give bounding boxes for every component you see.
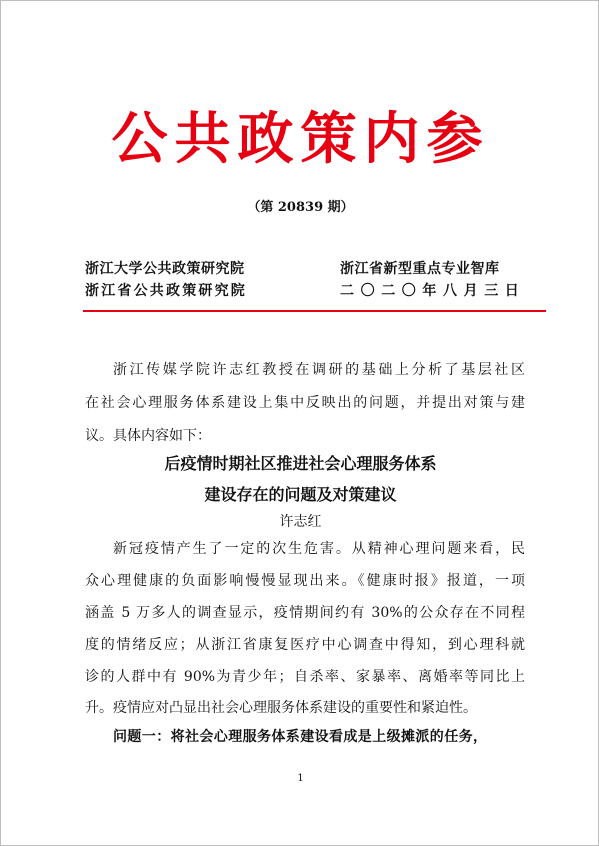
intro-line-2: 在社会心理服务体系建设上集中反映出的问题，并提出对策与建 <box>85 395 525 411</box>
body-line-2: 众心理健康的负面影响慢慢显现出来。《健康时报》报道，一项 <box>85 573 525 589</box>
body-line-1: 新冠疫情产生了一定的次生危害。从精神心理问题来看，民 <box>113 541 525 557</box>
issue-number: （第 20839 期） <box>247 200 354 215</box>
body-line-4: 度的情绪反应；从浙江省康复医疗中心调查中得知，到心理科就 <box>85 637 525 653</box>
body-line-6: 升。疫情应对凸显出社会心理服务体系建设的重要性和紧迫性。 <box>85 700 477 716</box>
intro-line-3: 议。具体内容如下： <box>85 428 211 444</box>
org-right-1: 浙江省新型重点专业智库 <box>340 261 500 277</box>
red-divider <box>83 310 546 312</box>
article-title-line-2: 建设存在的问题及对策建议 <box>204 485 397 504</box>
masthead-title: 公共政策内参 <box>111 106 490 172</box>
issue-one-heading: 问题一：将社会心理服务体系建设看成是上级摊派的任务， <box>113 729 488 745</box>
article-title-line-1: 后疫情时期社区推进社会心理服务体系 <box>164 454 437 473</box>
body-line-3: 涵盖 5 万多人的调查显示，疫情期间约有 30%的公众存在不同程 <box>85 605 525 621</box>
body-line-5: 诊的人群中有 90%为青少年；自杀率、家暴率、离婚率等同比上 <box>85 669 525 685</box>
intro-line-1: 浙江传媒学院许志红教授在调研的基础上分析了基层社区 <box>113 362 525 378</box>
article-author: 许志红 <box>279 514 322 530</box>
page-number: 1 <box>297 773 304 784</box>
issue-date: 二〇二〇年八月三日 <box>340 283 526 299</box>
org-left-2: 浙江省公共政策研究院 <box>85 283 247 299</box>
org-left-1: 浙江大学公共政策研究院 <box>85 261 245 277</box>
